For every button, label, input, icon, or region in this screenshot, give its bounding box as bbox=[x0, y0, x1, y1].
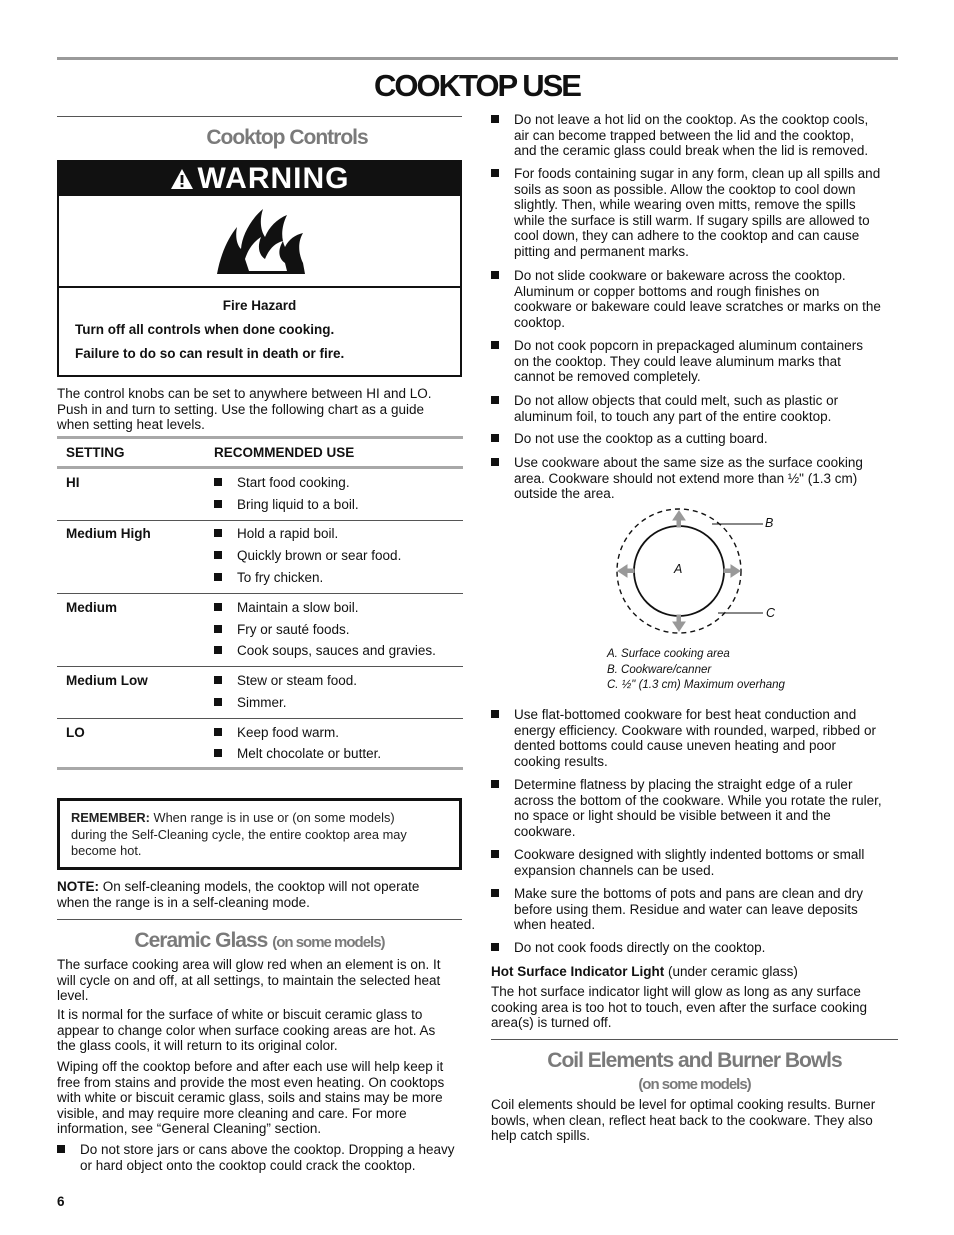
setting-medium-low: Medium Low bbox=[66, 673, 148, 688]
top-rule bbox=[57, 57, 898, 60]
warning-label: WARNING bbox=[197, 162, 350, 195]
remember-label: REMEMBER: bbox=[71, 810, 150, 825]
text-line: Push in and turn to setting. Use the following chart as a guide bbox=[57, 401, 424, 417]
ceramic-p3: Wiping off the cooktop before and after each use will help keep it free from stains and provide the most even heating. On cooktops with white or biscuit ceramic glass, soils and stains may be more visible, and may require more cleaning and care. For more information, see “General Cleaning” section. bbox=[57, 1059, 445, 1137]
table-bottom-rule bbox=[57, 767, 463, 770]
table-row-divider bbox=[57, 520, 463, 521]
note-text: NOTE: On self-cleaning models, the cooktop will not operate when the range is in a self-cleaning mode. bbox=[57, 879, 420, 910]
cookware-diagram bbox=[600, 505, 790, 645]
setting-medium-high: Medium High bbox=[66, 526, 151, 541]
remember-text: REMEMBER: When range is in use or (on some models) during the Self-Cleaning cycle, the entire cooktop area may become hot. bbox=[71, 810, 407, 858]
ceramic-p1: The surface cooking area will glow red when an element is on. It will cycle on and off, at all settings, to maintain the selected heat level. bbox=[57, 957, 441, 1004]
warning-line-1: Turn off all controls when done cooking. bbox=[75, 322, 335, 337]
fire-hazard-pictogram bbox=[59, 197, 460, 288]
cooktop-controls-heading: Cooktop Controls bbox=[206, 126, 368, 149]
fire-icon bbox=[59, 197, 460, 286]
diagram-label-c: C bbox=[766, 606, 776, 620]
coil-elements-heading: Coil Elements and Burner Bowls bbox=[547, 1049, 842, 1072]
table-top-rule bbox=[57, 436, 463, 439]
warning-hazard-title: Fire Hazard bbox=[222, 298, 297, 313]
ceramic-p2: It is normal for the surface of white or biscuit ceramic glass to appear to change color when surface cooking areas are hot. As the glass cools, it will return to its original color. bbox=[57, 1007, 436, 1054]
coil-elements-subheading: (on some models) bbox=[638, 1076, 751, 1093]
ceramic-glass-heading: Ceramic Glass (on some models) bbox=[134, 929, 385, 952]
page-number: 6 bbox=[57, 1194, 65, 1209]
table-header-setting: SETTING bbox=[66, 445, 125, 460]
setting-hi: HI bbox=[66, 475, 80, 490]
warning-line-2: Failure to do so can result in death or fire. bbox=[75, 346, 345, 361]
diagram-captions: A. Surface cooking area B. Cookware/canner C. ½" (1.3 cm) Maximum overhang bbox=[607, 648, 785, 691]
diagram-label-a: A bbox=[674, 562, 683, 576]
text-line: when setting heat levels. bbox=[57, 417, 205, 433]
setting-lo: LO bbox=[66, 725, 85, 740]
warning-header bbox=[59, 162, 460, 196]
hot-surface-heading: Hot Surface Indicator Light (under ceramic glass) bbox=[491, 964, 798, 979]
table-row-divider bbox=[57, 718, 463, 719]
hot-surface-body: The hot surface indicator light will glow as long as any surface cooking area is too hot to touch, even after the surface cooking area(s) is turned off. bbox=[491, 984, 867, 1031]
warning-triangle-icon bbox=[170, 168, 194, 190]
table-header-rule bbox=[57, 466, 463, 469]
setting-medium: Medium bbox=[66, 600, 118, 615]
section-rule bbox=[57, 116, 462, 117]
page-title: COOKTOP USE bbox=[374, 68, 580, 103]
note-label: NOTE: bbox=[57, 879, 99, 894]
section-rule bbox=[57, 919, 462, 920]
section-rule bbox=[491, 1039, 898, 1040]
table-row-divider bbox=[57, 593, 463, 594]
controls-intro bbox=[57, 386, 431, 433]
coil-elements-body: Coil elements should be level for optimal cooking results. Burner bowls, when clean, reflect heat back to the cookware. They also help catch spills. bbox=[491, 1097, 876, 1144]
text-line: The control knobs can be set to anywhere between HI and LO. bbox=[57, 386, 432, 401]
table-row-divider bbox=[57, 666, 463, 667]
table-header-use: RECOMMENDED USE bbox=[214, 445, 355, 460]
diagram-label-b: B bbox=[765, 516, 774, 530]
